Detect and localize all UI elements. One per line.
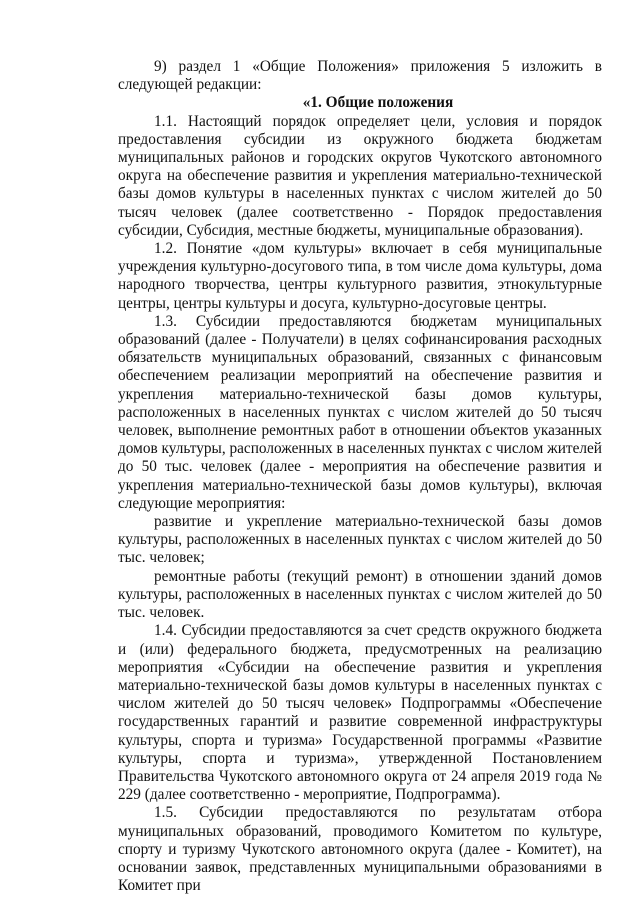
paragraph-1-1: 1.1. Настоящий порядок определяет цели, условия и порядок предоставления субсидии из окружного бюджета бюджетам муниципальных районов и городских округов Чукотского автономного округа на обеспечение развития и укрепления материально-технической базы домов культуры в населенных пунктах с числом жителей до 50 тысяч человек (далее соответственно - Порядок предоставления субсидии, Субсидия, местные бюджеты, муниципальные образования). (118, 112, 602, 239)
intro-paragraph: 9) раздел 1 «Общие Положения» приложения 5 изложить в следующей редакции: (118, 58, 602, 94)
list-item-development: развитие и укрепление материально-технической базы домов культуры, расположенных в населенных пунктах с числом жителей до 50 тыс. человек; (118, 513, 602, 567)
list-item-repair: ремонтные работы (текущий ремонт) в отношении зданий домов культуры, расположенных в населенных пунктах с числом жителей до 50 тыс. человек. (118, 567, 602, 622)
section-heading: «1. Общие положения (302, 94, 454, 112)
paragraph-1-3: 1.3. Субсидии предоставляются бюджетам муниципальных образований (далее - Получатели) в целях софинансирования расходных обязательств муниципальных образований, связанных с финансовым обеспечением реализации мероприятий на обеспечение развития и укрепления материально-технической базы домов культуры, расположенных в населенных пунктах с числом жителей до 50 тысяч человек, выполнение ремонтных работ в отношении объектов указанных домов культуры, расположенных в населенных пунктах с числом жителей до 50 тыс. человек (далее - мероприятия на обеспечение развития и укрепления материально-технической базы домов культуры), включая следующие мероприятия: (118, 312, 602, 512)
paragraph-1-2: 1.2. Понятие «дом культуры» включает в себя муниципальные учреждения культурно-досугового типа, в том числе дома культуры, дома народного творчества, центры культурного развития, этнокультурные центры, центры культуры и досуга, культурно-досуговые центры. (118, 240, 602, 312)
paragraph-1-4: 1.4. Субсидии предоставляются за счет средств окружного бюджета и (или) федерального бюджета, предусмотренных на реализацию мероприятия «Субсидии на обеспечение развития и укрепления материально-технической базы домов культуры в населенных пунктах с числом жителей до 50 тысяч человек» Подпрограммы «Обеспечение государственных гарантий и развитие современной инфраструктуры культуры, спорта и туризма» Государственной программы «Развитие культуры, спорта и туризма», утвержденной Постановлением Правительства Чукотского автономного округа от 24 апреля 2019 года № 229 (далее соответственно - мероприятие, Подпрограмма). (118, 622, 602, 804)
paragraph-1-5: 1.5. Субсидии предоставляются по результатам отбора муниципальных образований, проводимого Комитетом по культуре, спорту и туризму Чукотского автономного округа (далее - Комитет), на основании заявок, представленных муниципальными образованиями в Комитет при (118, 804, 602, 895)
